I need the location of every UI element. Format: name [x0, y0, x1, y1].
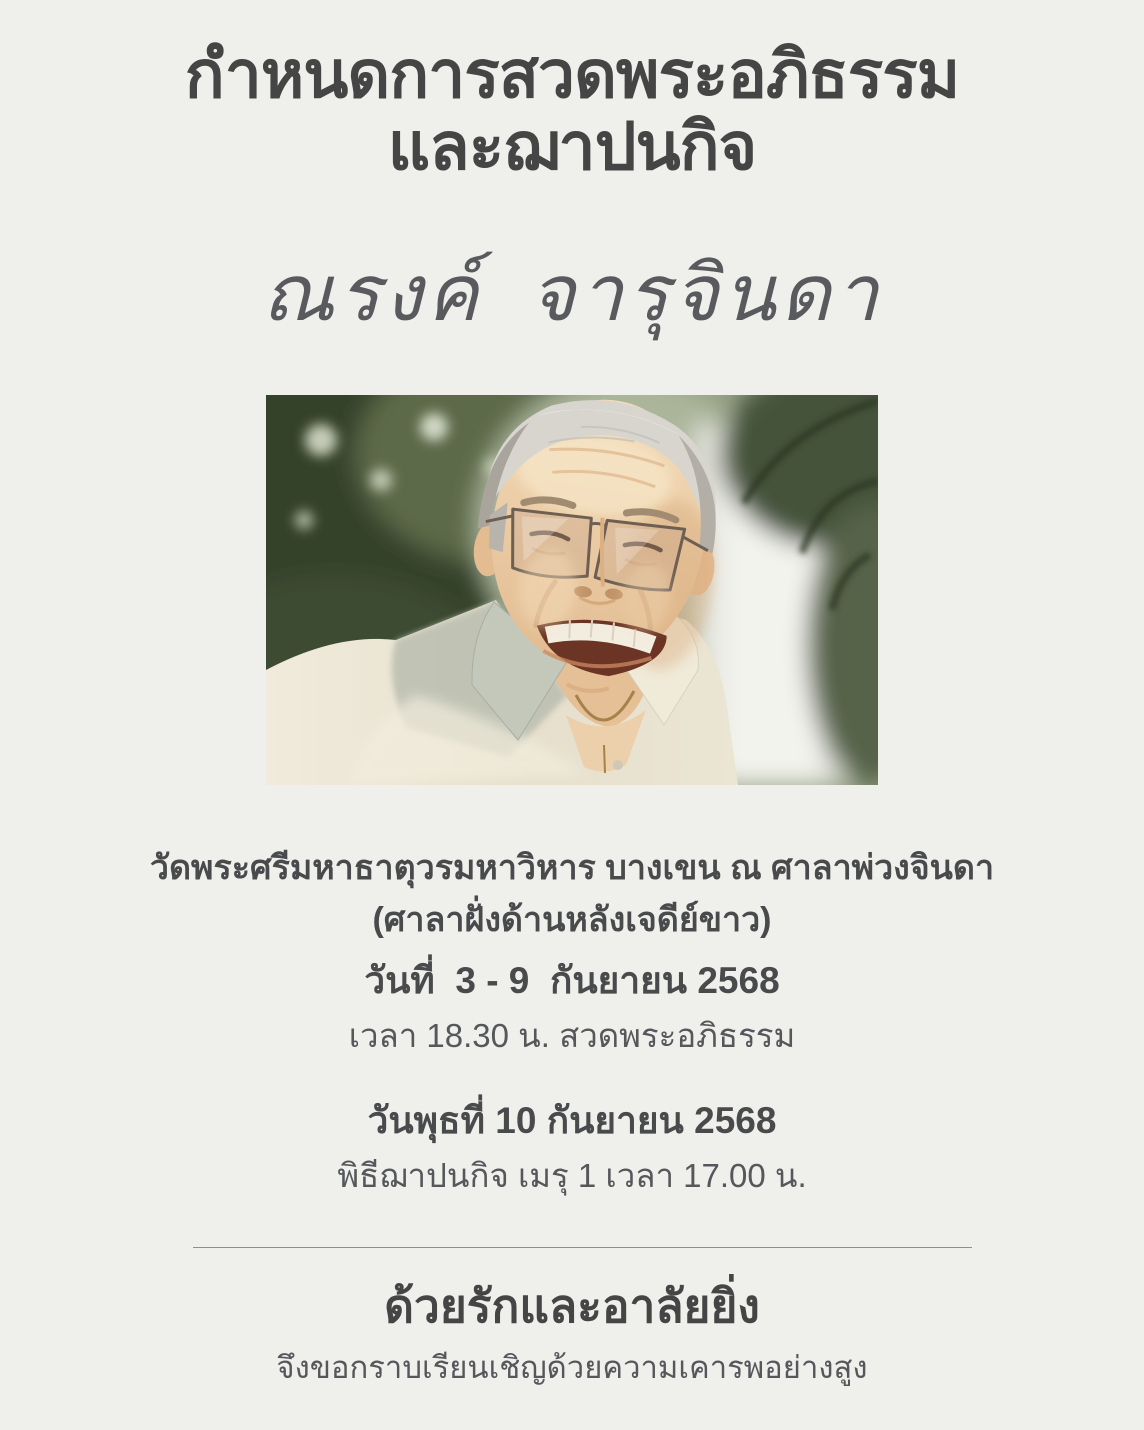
- portrait-photo: [266, 395, 878, 785]
- schedule-prayer-date: วันที่ 3 - 9 กันยายน 2568: [364, 960, 780, 1001]
- schedule-prayer-detail: เวลา 18.30 น. สวดพระอภิธรรม: [348, 1017, 796, 1054]
- venue-info: [0, 842, 1144, 946]
- title-line-1: กำหนดการสวดพระอภิธรรม: [184, 37, 960, 111]
- venue-line-2: (ศาลาฝั่งด้านหลังเจดีย์ขาว): [372, 901, 772, 939]
- venue-line-1: วัดพระศรีมหาธาตุวรมหาวิหาร บางเขน ณ ศาลาพ่วงจินดา: [149, 849, 995, 887]
- deceased-name-signature: ณรงค์ จารุจินดา: [261, 250, 883, 337]
- schedule-cremation-detail: พิธีฌาปนกิจ เมรุ 1 เวลา 17.00 น.: [337, 1157, 807, 1194]
- closing-subtext: จึงขอกราบเรียนเชิญด้วยความเคารพอย่างสูง: [276, 1350, 868, 1385]
- schedule-cremation-date: วันพุธที่ 10 กันยายน 2568: [367, 1100, 777, 1141]
- divider-line: [193, 1247, 972, 1248]
- schedule-prayer-nights: [0, 958, 1144, 1056]
- page-title: [0, 38, 1144, 182]
- title-line-2: และฌาปนกิจ: [387, 109, 757, 183]
- schedule-cremation: [0, 1098, 1144, 1196]
- portrait-photo-art: [266, 395, 878, 785]
- closing-heading: ด้วยรักและอาลัยยิ่ง: [384, 1280, 760, 1332]
